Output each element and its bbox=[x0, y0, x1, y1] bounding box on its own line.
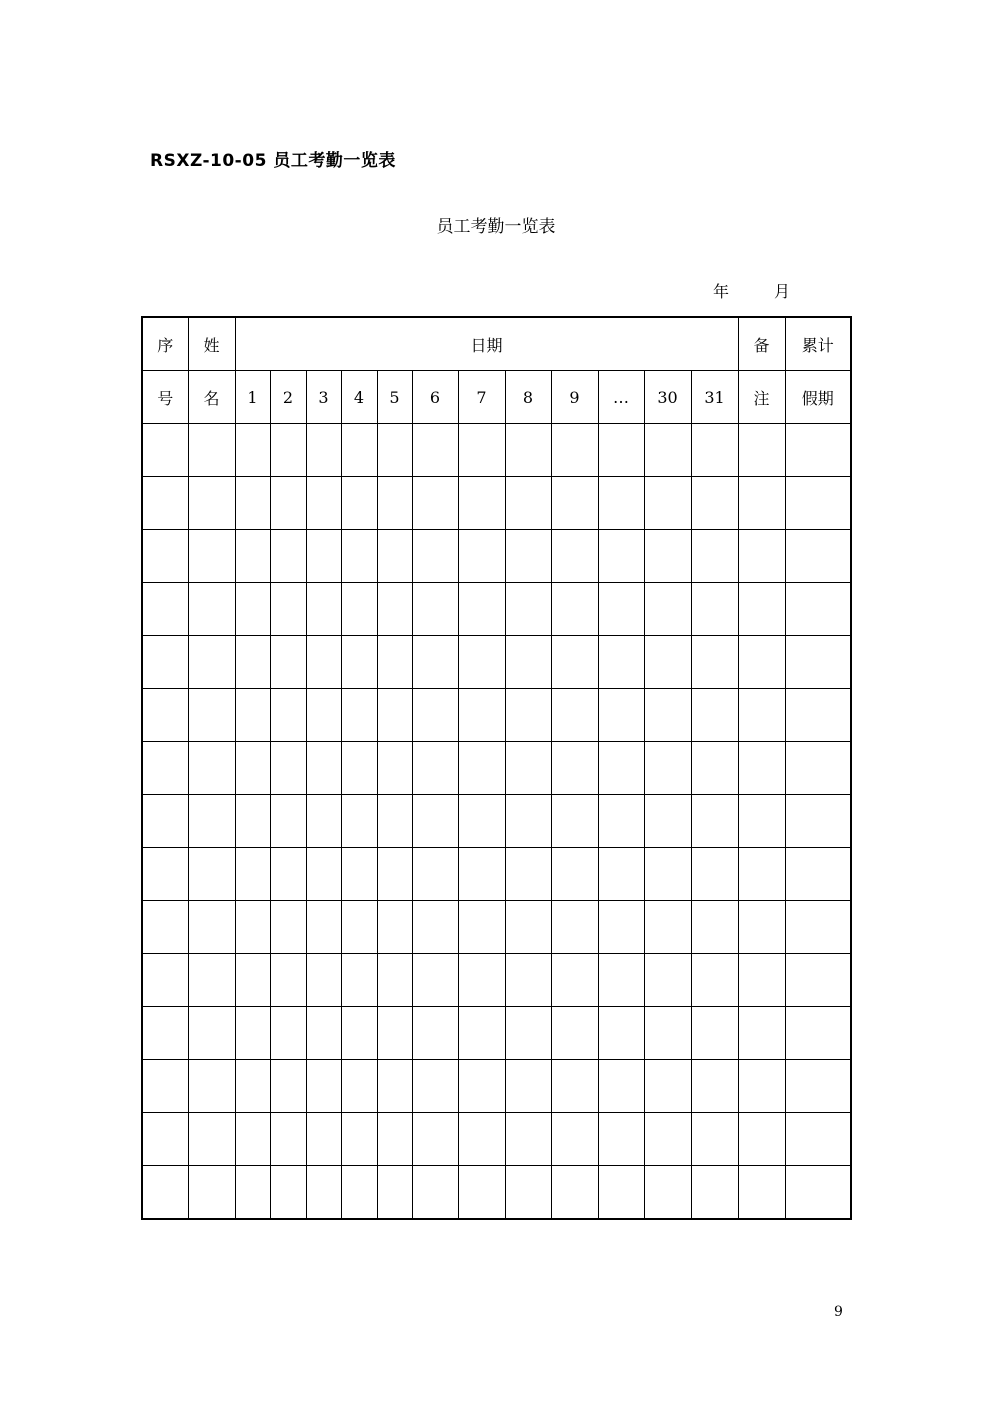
table-cell[interactable] bbox=[270, 1007, 306, 1060]
table-cell[interactable] bbox=[691, 477, 738, 530]
table-cell[interactable] bbox=[377, 530, 412, 583]
table-cell[interactable] bbox=[691, 1113, 738, 1166]
table-cell[interactable] bbox=[188, 424, 235, 477]
table-cell[interactable] bbox=[235, 689, 270, 742]
table-row bbox=[142, 1166, 851, 1220]
table-cell[interactable] bbox=[306, 424, 341, 477]
day-header: 8 bbox=[505, 371, 551, 424]
table-cell[interactable] bbox=[738, 954, 785, 1007]
table-cell[interactable] bbox=[691, 954, 738, 1007]
table-cell[interactable] bbox=[644, 424, 691, 477]
table-cell[interactable] bbox=[188, 1113, 235, 1166]
table-cell[interactable] bbox=[412, 742, 458, 795]
table-cell[interactable] bbox=[738, 901, 785, 954]
table-cell[interactable] bbox=[270, 1166, 306, 1220]
table-cell[interactable] bbox=[551, 1166, 598, 1220]
table-cell[interactable] bbox=[691, 424, 738, 477]
table-cell[interactable] bbox=[142, 1166, 188, 1220]
table-cell[interactable] bbox=[306, 954, 341, 1007]
table-cell[interactable] bbox=[644, 583, 691, 636]
table-cell[interactable] bbox=[341, 477, 377, 530]
table-cell[interactable] bbox=[142, 530, 188, 583]
day-header: 2 bbox=[270, 371, 306, 424]
table-cell[interactable] bbox=[188, 689, 235, 742]
table-cell[interactable] bbox=[142, 477, 188, 530]
table-cell[interactable] bbox=[458, 530, 505, 583]
table-cell[interactable] bbox=[142, 689, 188, 742]
table-cell[interactable] bbox=[505, 742, 551, 795]
table-cell[interactable] bbox=[235, 477, 270, 530]
table-cell[interactable] bbox=[306, 689, 341, 742]
table-cell[interactable] bbox=[598, 1113, 644, 1166]
table-cell[interactable] bbox=[598, 954, 644, 1007]
table-cell[interactable] bbox=[341, 530, 377, 583]
table-cell[interactable] bbox=[738, 477, 785, 530]
table-cell[interactable] bbox=[458, 636, 505, 689]
table-cell[interactable] bbox=[505, 901, 551, 954]
table-cell[interactable] bbox=[785, 530, 851, 583]
table-cell[interactable] bbox=[306, 530, 341, 583]
table-row bbox=[142, 954, 851, 1007]
table-cell[interactable] bbox=[306, 477, 341, 530]
seq-header-top: 序 bbox=[142, 317, 188, 371]
table-cell[interactable] bbox=[377, 689, 412, 742]
table-cell[interactable] bbox=[235, 636, 270, 689]
table-cell[interactable] bbox=[644, 848, 691, 901]
header-row-bottom bbox=[142, 371, 851, 424]
table-cell[interactable] bbox=[341, 1166, 377, 1220]
day-header: 3 bbox=[306, 371, 341, 424]
table-cell[interactable] bbox=[598, 848, 644, 901]
table-cell[interactable] bbox=[306, 1166, 341, 1220]
table-cell[interactable] bbox=[377, 848, 412, 901]
table-cell[interactable] bbox=[306, 1060, 341, 1113]
table-cell[interactable] bbox=[738, 530, 785, 583]
table-cell[interactable] bbox=[341, 795, 377, 848]
table-cell[interactable] bbox=[598, 424, 644, 477]
table-cell[interactable] bbox=[644, 689, 691, 742]
table-cell[interactable] bbox=[188, 583, 235, 636]
table-cell[interactable] bbox=[738, 583, 785, 636]
table-cell[interactable] bbox=[235, 901, 270, 954]
table-cell[interactable] bbox=[458, 477, 505, 530]
table-cell[interactable] bbox=[551, 742, 598, 795]
table-row bbox=[142, 583, 851, 636]
table-cell[interactable] bbox=[785, 901, 851, 954]
table-cell[interactable] bbox=[341, 1113, 377, 1166]
table-cell[interactable] bbox=[270, 530, 306, 583]
table-cell[interactable] bbox=[270, 954, 306, 1007]
table-cell[interactable] bbox=[691, 848, 738, 901]
table-cell[interactable] bbox=[551, 530, 598, 583]
table-cell[interactable] bbox=[142, 1060, 188, 1113]
table-cell[interactable] bbox=[785, 1113, 851, 1166]
date-header: 日期 bbox=[235, 317, 738, 371]
table-cell[interactable] bbox=[458, 1007, 505, 1060]
table-cell[interactable] bbox=[598, 901, 644, 954]
table-cell[interactable] bbox=[785, 1007, 851, 1060]
table-cell[interactable] bbox=[341, 1007, 377, 1060]
table-cell[interactable] bbox=[341, 689, 377, 742]
table-cell[interactable] bbox=[785, 477, 851, 530]
table-row bbox=[142, 689, 851, 742]
table-cell[interactable] bbox=[341, 901, 377, 954]
table-cell[interactable] bbox=[505, 1007, 551, 1060]
table-cell[interactable] bbox=[644, 1113, 691, 1166]
table-cell[interactable] bbox=[458, 742, 505, 795]
table-cell[interactable] bbox=[785, 424, 851, 477]
table-cell[interactable] bbox=[691, 583, 738, 636]
table-cell[interactable] bbox=[341, 848, 377, 901]
table-cell[interactable] bbox=[270, 477, 306, 530]
day-header: 6 bbox=[412, 371, 458, 424]
table-cell[interactable] bbox=[306, 795, 341, 848]
table-cell[interactable] bbox=[235, 583, 270, 636]
table-cell[interactable] bbox=[188, 1166, 235, 1220]
name-header-bottom: 名 bbox=[188, 371, 235, 424]
table-cell[interactable] bbox=[377, 477, 412, 530]
table-cell[interactable] bbox=[306, 636, 341, 689]
leave-header-bottom: 假期 bbox=[785, 371, 851, 424]
table-cell[interactable] bbox=[235, 795, 270, 848]
table-row bbox=[142, 424, 851, 477]
table-cell[interactable] bbox=[235, 424, 270, 477]
table-cell[interactable] bbox=[412, 901, 458, 954]
table-cell[interactable] bbox=[738, 1113, 785, 1166]
name-header-top: 姓 bbox=[188, 317, 235, 371]
table-cell[interactable] bbox=[738, 636, 785, 689]
table-cell[interactable] bbox=[270, 848, 306, 901]
table-cell[interactable] bbox=[785, 742, 851, 795]
table-cell[interactable] bbox=[551, 954, 598, 1007]
table-cell[interactable] bbox=[341, 636, 377, 689]
table-cell[interactable] bbox=[412, 424, 458, 477]
day-header: 5 bbox=[377, 371, 412, 424]
table-row bbox=[142, 636, 851, 689]
day-header: 1 bbox=[235, 371, 270, 424]
day-header: 30 bbox=[644, 371, 691, 424]
table-cell[interactable] bbox=[412, 1166, 458, 1220]
table-cell[interactable] bbox=[412, 848, 458, 901]
table-cell[interactable] bbox=[785, 583, 851, 636]
table-cell[interactable] bbox=[598, 636, 644, 689]
table-cell[interactable] bbox=[691, 1007, 738, 1060]
table-cell[interactable] bbox=[598, 1166, 644, 1220]
table-cell[interactable] bbox=[142, 848, 188, 901]
table-cell[interactable] bbox=[306, 901, 341, 954]
table-cell[interactable] bbox=[341, 583, 377, 636]
table-cell[interactable] bbox=[412, 689, 458, 742]
table-cell[interactable] bbox=[306, 583, 341, 636]
document-code-title: RSXZ-10-05 员工考勤一览表 bbox=[150, 151, 396, 171]
leave-header-top: 累计 bbox=[785, 317, 851, 371]
table-cell[interactable] bbox=[738, 742, 785, 795]
table-cell[interactable] bbox=[341, 1060, 377, 1113]
table-cell[interactable] bbox=[188, 477, 235, 530]
table-cell[interactable] bbox=[644, 742, 691, 795]
table-cell[interactable] bbox=[691, 742, 738, 795]
table-cell[interactable] bbox=[412, 795, 458, 848]
table-cell[interactable] bbox=[377, 795, 412, 848]
table-cell[interactable] bbox=[785, 1166, 851, 1220]
table-cell[interactable] bbox=[188, 848, 235, 901]
table-cell[interactable] bbox=[412, 583, 458, 636]
table-cell[interactable] bbox=[235, 1166, 270, 1220]
attendance-table bbox=[141, 316, 852, 1220]
table-cell[interactable] bbox=[142, 954, 188, 1007]
table-row bbox=[142, 530, 851, 583]
table-cell[interactable] bbox=[505, 477, 551, 530]
table-cell[interactable] bbox=[644, 1007, 691, 1060]
table-cell[interactable] bbox=[598, 1060, 644, 1113]
table-cell[interactable] bbox=[691, 530, 738, 583]
table-cell[interactable] bbox=[458, 954, 505, 1007]
table-cell[interactable] bbox=[270, 795, 306, 848]
table-cell[interactable] bbox=[598, 530, 644, 583]
table-cell[interactable] bbox=[551, 583, 598, 636]
table-cell[interactable] bbox=[598, 689, 644, 742]
table-cell[interactable] bbox=[377, 901, 412, 954]
table-cell[interactable] bbox=[785, 954, 851, 1007]
table-cell[interactable] bbox=[270, 424, 306, 477]
table-cell[interactable] bbox=[377, 1113, 412, 1166]
table-cell[interactable] bbox=[738, 1060, 785, 1113]
table-cell[interactable] bbox=[306, 1007, 341, 1060]
year-label: 年 bbox=[713, 282, 730, 301]
table-cell[interactable] bbox=[188, 636, 235, 689]
table-cell[interactable] bbox=[458, 424, 505, 477]
table-row bbox=[142, 742, 851, 795]
table-cell[interactable] bbox=[270, 583, 306, 636]
table-cell[interactable] bbox=[458, 1113, 505, 1166]
table-row bbox=[142, 477, 851, 530]
table-cell[interactable] bbox=[458, 1060, 505, 1113]
table-cell[interactable] bbox=[341, 424, 377, 477]
table-cell[interactable] bbox=[644, 795, 691, 848]
table-cell[interactable] bbox=[377, 636, 412, 689]
table-cell[interactable] bbox=[142, 1007, 188, 1060]
table-cell[interactable] bbox=[505, 848, 551, 901]
table-cell[interactable] bbox=[235, 1007, 270, 1060]
day-header: 4 bbox=[341, 371, 377, 424]
table-cell[interactable] bbox=[551, 1007, 598, 1060]
table-cell[interactable] bbox=[691, 636, 738, 689]
table-cell[interactable] bbox=[458, 689, 505, 742]
table-cell[interactable] bbox=[142, 742, 188, 795]
table-cell[interactable] bbox=[551, 901, 598, 954]
table-cell[interactable] bbox=[551, 636, 598, 689]
table-cell[interactable] bbox=[691, 689, 738, 742]
table-cell[interactable] bbox=[644, 1060, 691, 1113]
table-cell[interactable] bbox=[412, 636, 458, 689]
table-cell[interactable] bbox=[505, 424, 551, 477]
table-cell[interactable] bbox=[691, 1060, 738, 1113]
table-cell[interactable] bbox=[644, 636, 691, 689]
table-cell[interactable] bbox=[188, 954, 235, 1007]
table-cell[interactable] bbox=[551, 477, 598, 530]
table-cell[interactable] bbox=[142, 901, 188, 954]
table-cell[interactable] bbox=[691, 1166, 738, 1220]
table-cell[interactable] bbox=[341, 742, 377, 795]
table-row bbox=[142, 901, 851, 954]
table-cell[interactable] bbox=[691, 901, 738, 954]
seq-header-bottom: 号 bbox=[142, 371, 188, 424]
table-cell[interactable] bbox=[142, 636, 188, 689]
table-cell[interactable] bbox=[377, 954, 412, 1007]
table-cell[interactable] bbox=[505, 795, 551, 848]
table-cell[interactable] bbox=[598, 742, 644, 795]
table-cell[interactable] bbox=[551, 424, 598, 477]
table-cell[interactable] bbox=[738, 1007, 785, 1060]
table-cell[interactable] bbox=[785, 1060, 851, 1113]
table-cell[interactable] bbox=[377, 742, 412, 795]
day-header: 7 bbox=[458, 371, 505, 424]
remark-header-top: 备 bbox=[738, 317, 785, 371]
table-cell[interactable] bbox=[270, 742, 306, 795]
table-cell[interactable] bbox=[142, 1113, 188, 1166]
table-cell[interactable] bbox=[412, 477, 458, 530]
table-cell[interactable] bbox=[377, 424, 412, 477]
table-cell[interactable] bbox=[644, 477, 691, 530]
table-cell[interactable] bbox=[306, 742, 341, 795]
table-cell[interactable] bbox=[235, 1060, 270, 1113]
table-cell[interactable] bbox=[377, 1007, 412, 1060]
table-cell[interactable] bbox=[377, 1166, 412, 1220]
table-row bbox=[142, 1113, 851, 1166]
table-cell[interactable] bbox=[458, 583, 505, 636]
table-cell[interactable] bbox=[270, 1060, 306, 1113]
table-cell[interactable] bbox=[412, 530, 458, 583]
table-cell[interactable] bbox=[644, 901, 691, 954]
page-title: 员工考勤一览表 bbox=[436, 217, 556, 237]
table-cell[interactable] bbox=[738, 689, 785, 742]
table-cell[interactable] bbox=[458, 848, 505, 901]
table-cell[interactable] bbox=[551, 1060, 598, 1113]
remark-header-bottom: 注 bbox=[738, 371, 785, 424]
table-cell[interactable] bbox=[377, 583, 412, 636]
day-header: 9 bbox=[551, 371, 598, 424]
table-cell[interactable] bbox=[785, 689, 851, 742]
table-cell[interactable] bbox=[738, 424, 785, 477]
table-cell[interactable] bbox=[341, 954, 377, 1007]
table-cell[interactable] bbox=[142, 583, 188, 636]
table-cell[interactable] bbox=[505, 1166, 551, 1220]
table-cell[interactable] bbox=[505, 583, 551, 636]
table-cell[interactable] bbox=[505, 636, 551, 689]
table-cell[interactable] bbox=[551, 848, 598, 901]
table-cell[interactable] bbox=[412, 954, 458, 1007]
table-row bbox=[142, 795, 851, 848]
table-cell[interactable] bbox=[188, 1060, 235, 1113]
table-cell[interactable] bbox=[412, 1113, 458, 1166]
table-cell[interactable] bbox=[235, 954, 270, 1007]
table-cell[interactable] bbox=[598, 795, 644, 848]
table-cell[interactable] bbox=[188, 742, 235, 795]
table-cell[interactable] bbox=[270, 1113, 306, 1166]
table-cell[interactable] bbox=[505, 1060, 551, 1113]
table-cell[interactable] bbox=[598, 583, 644, 636]
table-cell[interactable] bbox=[270, 689, 306, 742]
table-cell[interactable] bbox=[270, 901, 306, 954]
table-cell[interactable] bbox=[551, 795, 598, 848]
table-cell[interactable] bbox=[551, 1113, 598, 1166]
table-cell[interactable] bbox=[505, 1113, 551, 1166]
table-row bbox=[142, 1060, 851, 1113]
table-cell[interactable] bbox=[235, 1113, 270, 1166]
table-cell[interactable] bbox=[738, 795, 785, 848]
table-cell[interactable] bbox=[644, 1166, 691, 1220]
table-cell[interactable] bbox=[235, 742, 270, 795]
table-cell[interactable] bbox=[551, 689, 598, 742]
table-cell[interactable] bbox=[306, 1113, 341, 1166]
table-cell[interactable] bbox=[738, 848, 785, 901]
table-cell[interactable] bbox=[188, 530, 235, 583]
table-cell[interactable] bbox=[785, 795, 851, 848]
header-row-top bbox=[142, 317, 851, 371]
table-cell[interactable] bbox=[188, 795, 235, 848]
table-cell[interactable] bbox=[644, 954, 691, 1007]
day-header: 31 bbox=[691, 371, 738, 424]
table-cell[interactable] bbox=[598, 1007, 644, 1060]
table-cell[interactable] bbox=[412, 1007, 458, 1060]
table-cell[interactable] bbox=[598, 477, 644, 530]
table-cell[interactable] bbox=[458, 1166, 505, 1220]
page-number: 9 bbox=[834, 1304, 843, 1320]
table-cell[interactable] bbox=[235, 530, 270, 583]
table-cell[interactable] bbox=[505, 689, 551, 742]
table-cell[interactable] bbox=[142, 424, 188, 477]
table-cell[interactable] bbox=[505, 954, 551, 1007]
table-cell[interactable] bbox=[188, 1007, 235, 1060]
table-cell[interactable] bbox=[270, 636, 306, 689]
month-label: 月 bbox=[774, 282, 791, 301]
table-cell[interactable] bbox=[306, 848, 341, 901]
table-cell[interactable] bbox=[377, 1060, 412, 1113]
day-header: … bbox=[598, 371, 644, 424]
table-cell[interactable] bbox=[644, 530, 691, 583]
table-cell[interactable] bbox=[785, 636, 851, 689]
table-row bbox=[142, 848, 851, 901]
table-cell[interactable] bbox=[188, 901, 235, 954]
table-row bbox=[142, 1007, 851, 1060]
table-cell[interactable] bbox=[235, 848, 270, 901]
table-cell[interactable] bbox=[458, 901, 505, 954]
table-cell[interactable] bbox=[412, 1060, 458, 1113]
table-cell[interactable] bbox=[738, 1166, 785, 1220]
table-cell[interactable] bbox=[142, 795, 188, 848]
table-cell[interactable] bbox=[691, 795, 738, 848]
table-cell[interactable] bbox=[785, 848, 851, 901]
table-cell[interactable] bbox=[505, 530, 551, 583]
table-cell[interactable] bbox=[458, 795, 505, 848]
